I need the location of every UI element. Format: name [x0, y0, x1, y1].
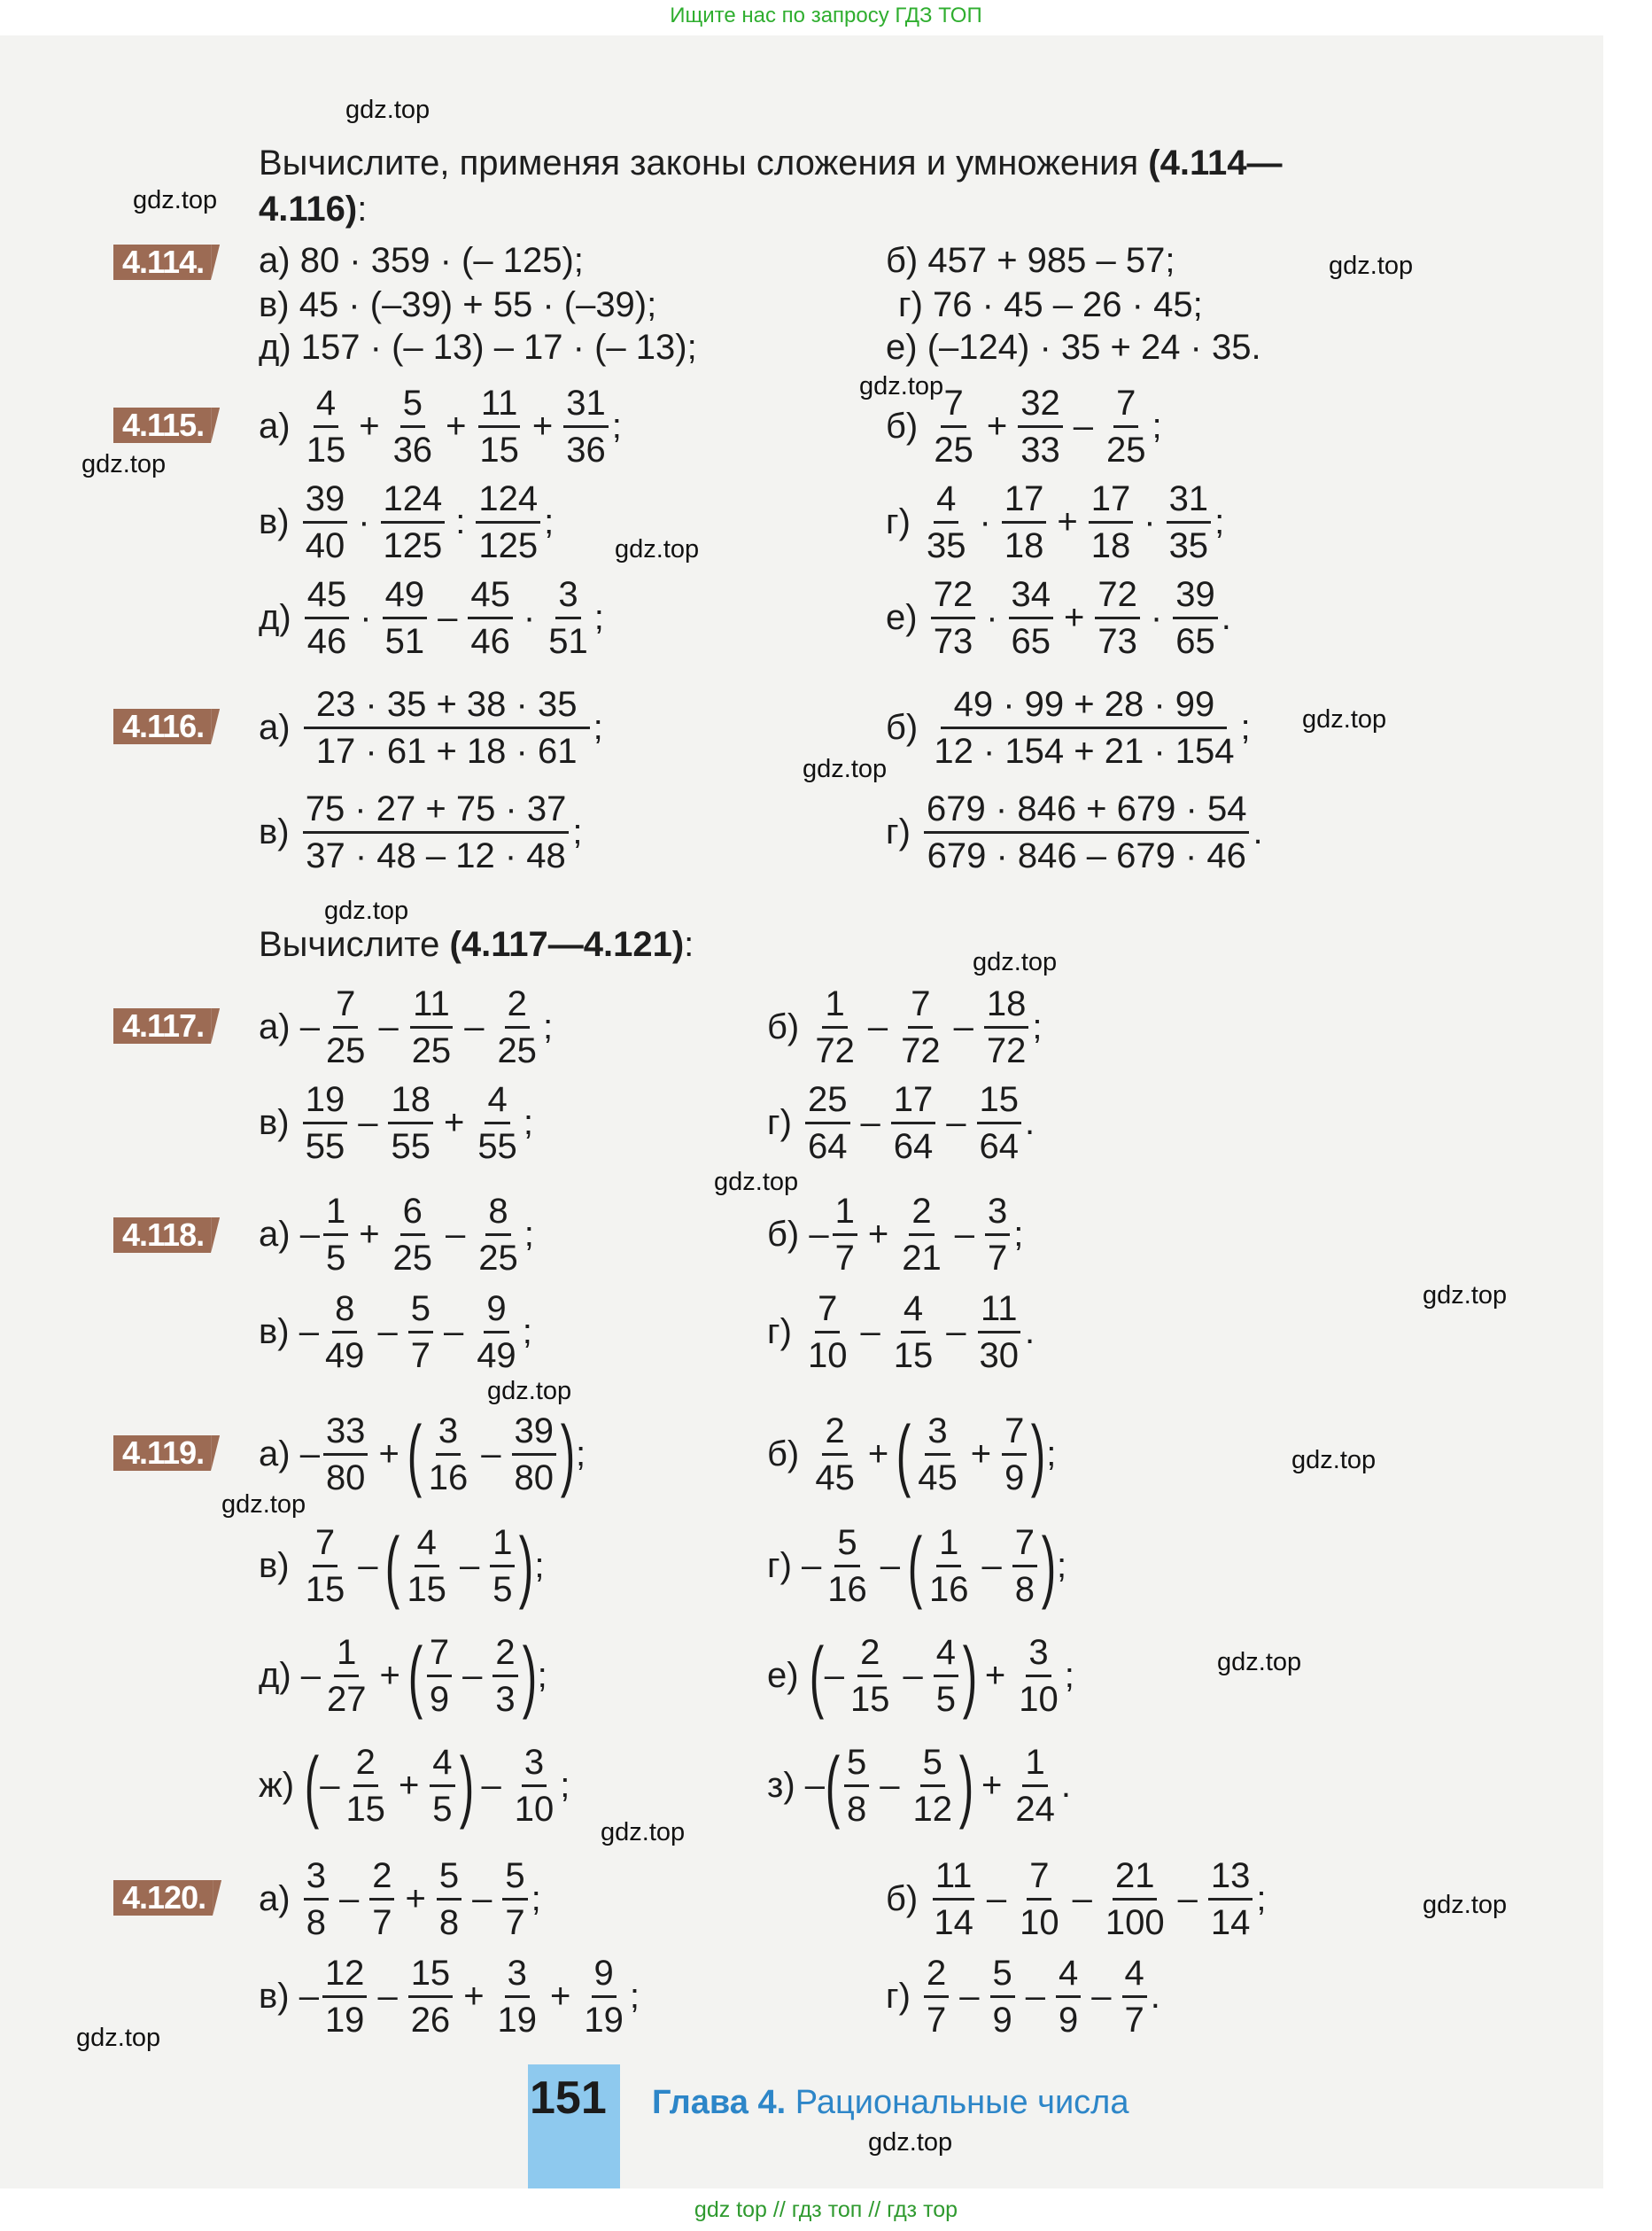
exercise-4-114-e: е) (–124) · 35 + 24 · 35.	[886, 328, 1261, 367]
watermark: gdz.top	[1302, 705, 1387, 734]
watermark: gdz.top	[803, 755, 888, 783]
exercise-4-118-g: г) $\frac{7}{10}$ – $\frac{4}{15}$ – $\frac{11}{30}$ .	[767, 1289, 1035, 1375]
promo-banner[interactable]: Ищите нас по запросу ГДЗ ТОП	[670, 4, 982, 27]
exercise-4-119-v: в) $\frac{7}{15}$ – ( $\frac{4}{15}$ – $\frac{1}{5}$ ) ;	[259, 1521, 545, 1611]
watermark: gdz.top	[1423, 1281, 1508, 1310]
section-heading: Вычислите, применяя законы сложения и умножения (4.114— 4.116):	[259, 144, 1283, 229]
exercise-number-4-120: 4.120.	[113, 1880, 213, 1916]
exercise-4-119-d: д) – $\frac{1}{27}$ + ( $\frac{7}{9}$ – $\frac{2}{3}$ ) ;	[259, 1631, 547, 1721]
exercise-4-116-v: в) $\frac{75 \cdot 27 + 75 \cdot 37}{37 \cdot 48 - 12 \cdot 48}$ ;	[259, 789, 583, 875]
page-number: 151	[530, 2072, 607, 2124]
exercise-4-119-z: з) – ( $\frac{5}{8}$ – $\frac{5}{12}$ ) + $\frac{1}{24}$ .	[767, 1741, 1071, 1831]
exercise-4-120-b: б) $\frac{11}{14}$ – $\frac{7}{10}$ – $\frac{21}{100}$ – $\frac{13}{14}$ ;	[886, 1856, 1267, 1942]
watermark: gdz.top	[345, 96, 430, 124]
exercise-4-116-a: а) $\frac{23 \cdot 35 + 38 \cdot 35}{17 \cdot 61 + 18 \cdot 61}$ ;	[259, 685, 603, 771]
exercise-4-120-a: а) $\frac{3}{8}$ – $\frac{2}{7}$ + $\frac{5}{8}$ – $\frac{5}{7}$ ;	[259, 1856, 541, 1942]
exercise-4-114-a: а) 80 · 359 · (– 125);	[259, 241, 584, 280]
exercise-4-116-b: б) $\frac{49 \cdot 99 + 28 \cdot 99}{12 \cdot 154 + 21 \cdot 154}$ ;	[886, 685, 1251, 771]
watermark: gdz.top	[81, 450, 167, 478]
watermark: gdz.top	[859, 372, 944, 400]
section-heading-2: Вычислите (4.117—4.121):	[259, 925, 694, 964]
exercise-4-114-g: г) 76 · 45 – 26 · 45;	[898, 285, 1203, 324]
exercise-4-114-d: д) 157 · (– 13) – 17 · (– 13);	[259, 328, 697, 367]
exercise-4-119-zh: ж) ( – $\frac{2}{15}$ + $\frac{4}{5}$ ) – $\frac{3}{10}$ ;	[259, 1741, 570, 1831]
watermark: gdz.top	[1329, 252, 1414, 280]
exercise-4-120-v: в) – $\frac{12}{19}$ – $\frac{15}{26}$ + $\frac{3}{19}$ + $\frac{9}{19}$ ;	[259, 1954, 640, 2040]
exercise-4-119-g: г) – $\frac{5}{16}$ – ( $\frac{1}{16}$ – $\frac{7}{8}$ ) ;	[767, 1521, 1067, 1611]
exercise-number-4-119: 4.119.	[113, 1435, 211, 1471]
watermark: gdz.top	[76, 2024, 161, 2052]
exercise-4-114-v: в) 45 · (–39) + 55 · (–39);	[259, 285, 657, 324]
exercise-4-117-g: г) $\frac{25}{64}$ – $\frac{17}{64}$ – $\frac{15}{64}$ .	[767, 1080, 1035, 1166]
exercise-4-117-a: а) – $\frac{7}{25}$ – $\frac{11}{25}$ – $\frac{2}{25}$ ;	[259, 984, 554, 1070]
exercise-4-119-b: б) $\frac{2}{45}$ + ( $\frac{3}{45}$ + $\frac{7}{9}$ ) ;	[767, 1410, 1057, 1499]
watermark: gdz.top	[615, 535, 700, 564]
watermark: gdz.top	[1423, 1891, 1508, 1919]
exercise-4-120-g: г) $\frac{2}{7}$ – $\frac{5}{9}$ – $\frac{4}{9}$ – $\frac{4}{7}$ .	[886, 1954, 1160, 2040]
exercise-number-4-117: 4.117.	[113, 1008, 211, 1044]
watermark: gdz.top	[973, 948, 1058, 976]
exercise-4-114-b: б) 457 + 985 – 57;	[886, 241, 1175, 280]
exercise-4-118-b: б) – $\frac{1}{7}$ + $\frac{2}{21}$ – $\frac{3}{7}$ ;	[767, 1192, 1024, 1278]
exercise-4-115-v: в) $\frac{39}{40}$ · $\frac{124}{125}$ : $\frac{124}{125}$ ;	[259, 479, 555, 565]
exercise-number-4-114: 4.114.	[113, 245, 211, 280]
chapter-title: Глава 4. Рациональные числа	[652, 2084, 1129, 2121]
exercise-4-115-e: е) $\frac{72}{73}$ · $\frac{34}{65}$ + $\frac{72}{73}$ · $\frac{39}{65}$ .	[886, 575, 1231, 661]
watermark: gdz.top	[601, 1818, 686, 1846]
exercise-4-115-b: б) $\frac{7}{25}$ + $\frac{32}{33}$ – $\frac{7}{25}$ ;	[886, 384, 1162, 470]
watermark: gdz.top	[1217, 1648, 1302, 1676]
exercise-number-4-118: 4.118.	[113, 1217, 211, 1253]
exercise-4-118-v: в) – $\frac{8}{49}$ – $\frac{5}{7}$ – $\frac{9}{49}$ ;	[259, 1289, 532, 1375]
exercise-4-115-g: г) $\frac{4}{35}$ · $\frac{17}{18}$ + $\frac{17}{18}$ · $\frac{31}{35}$ ;	[886, 479, 1225, 565]
watermark: gdz.top	[133, 186, 218, 214]
exercise-4-117-b: б) $\frac{1}{72}$ – $\frac{7}{72}$ – $\frac{18}{72}$ ;	[767, 984, 1043, 1070]
watermark: gdz.top	[868, 2128, 953, 2157]
watermark: gdz.top	[221, 1490, 306, 1519]
watermark: gdz.top	[324, 897, 409, 925]
footer-links[interactable]: gdz top // гдз топ // гдз тор	[694, 2197, 958, 2222]
exercise-4-116-g: г) $\frac{679 \cdot 846 + 679 \cdot 54}{679 \cdot 846 - 679 \cdot 46}$ .	[886, 789, 1263, 875]
watermark: gdz.top	[714, 1168, 799, 1196]
exercise-4-115-a: а) $\frac{4}{15}$ + $\frac{5}{36}$ + $\frac{11}{15}$ + $\frac{31}{36}$ ;	[259, 384, 622, 470]
exercise-4-117-v: в) $\frac{19}{55}$ – $\frac{18}{55}$ + $\frac{4}{55}$ ;	[259, 1080, 533, 1166]
watermark: gdz.top	[487, 1377, 572, 1405]
watermark: gdz.top	[1291, 1446, 1377, 1474]
exercise-4-115-d: д) $\frac{45}{46}$ · $\frac{49}{51}$ – $\frac{45}{46}$ · $\frac{3}{51}$ ;	[259, 575, 604, 661]
exercise-4-119-a: а) – $\frac{33}{80}$ + ( $\frac{3}{16}$ – $\frac{39}{80}$ ) ;	[259, 1410, 586, 1499]
exercise-4-118-a: а) – $\frac{1}{5}$ + $\frac{6}{25}$ – $\frac{8}{25}$ ;	[259, 1192, 534, 1278]
exercise-4-119-e: е) ( – $\frac{2}{15}$ – $\frac{4}{5}$ ) + $\frac{3}{10}$ ;	[767, 1631, 1074, 1721]
exercise-number-4-115: 4.115.	[113, 408, 211, 443]
exercise-number-4-116: 4.116.	[113, 709, 211, 744]
